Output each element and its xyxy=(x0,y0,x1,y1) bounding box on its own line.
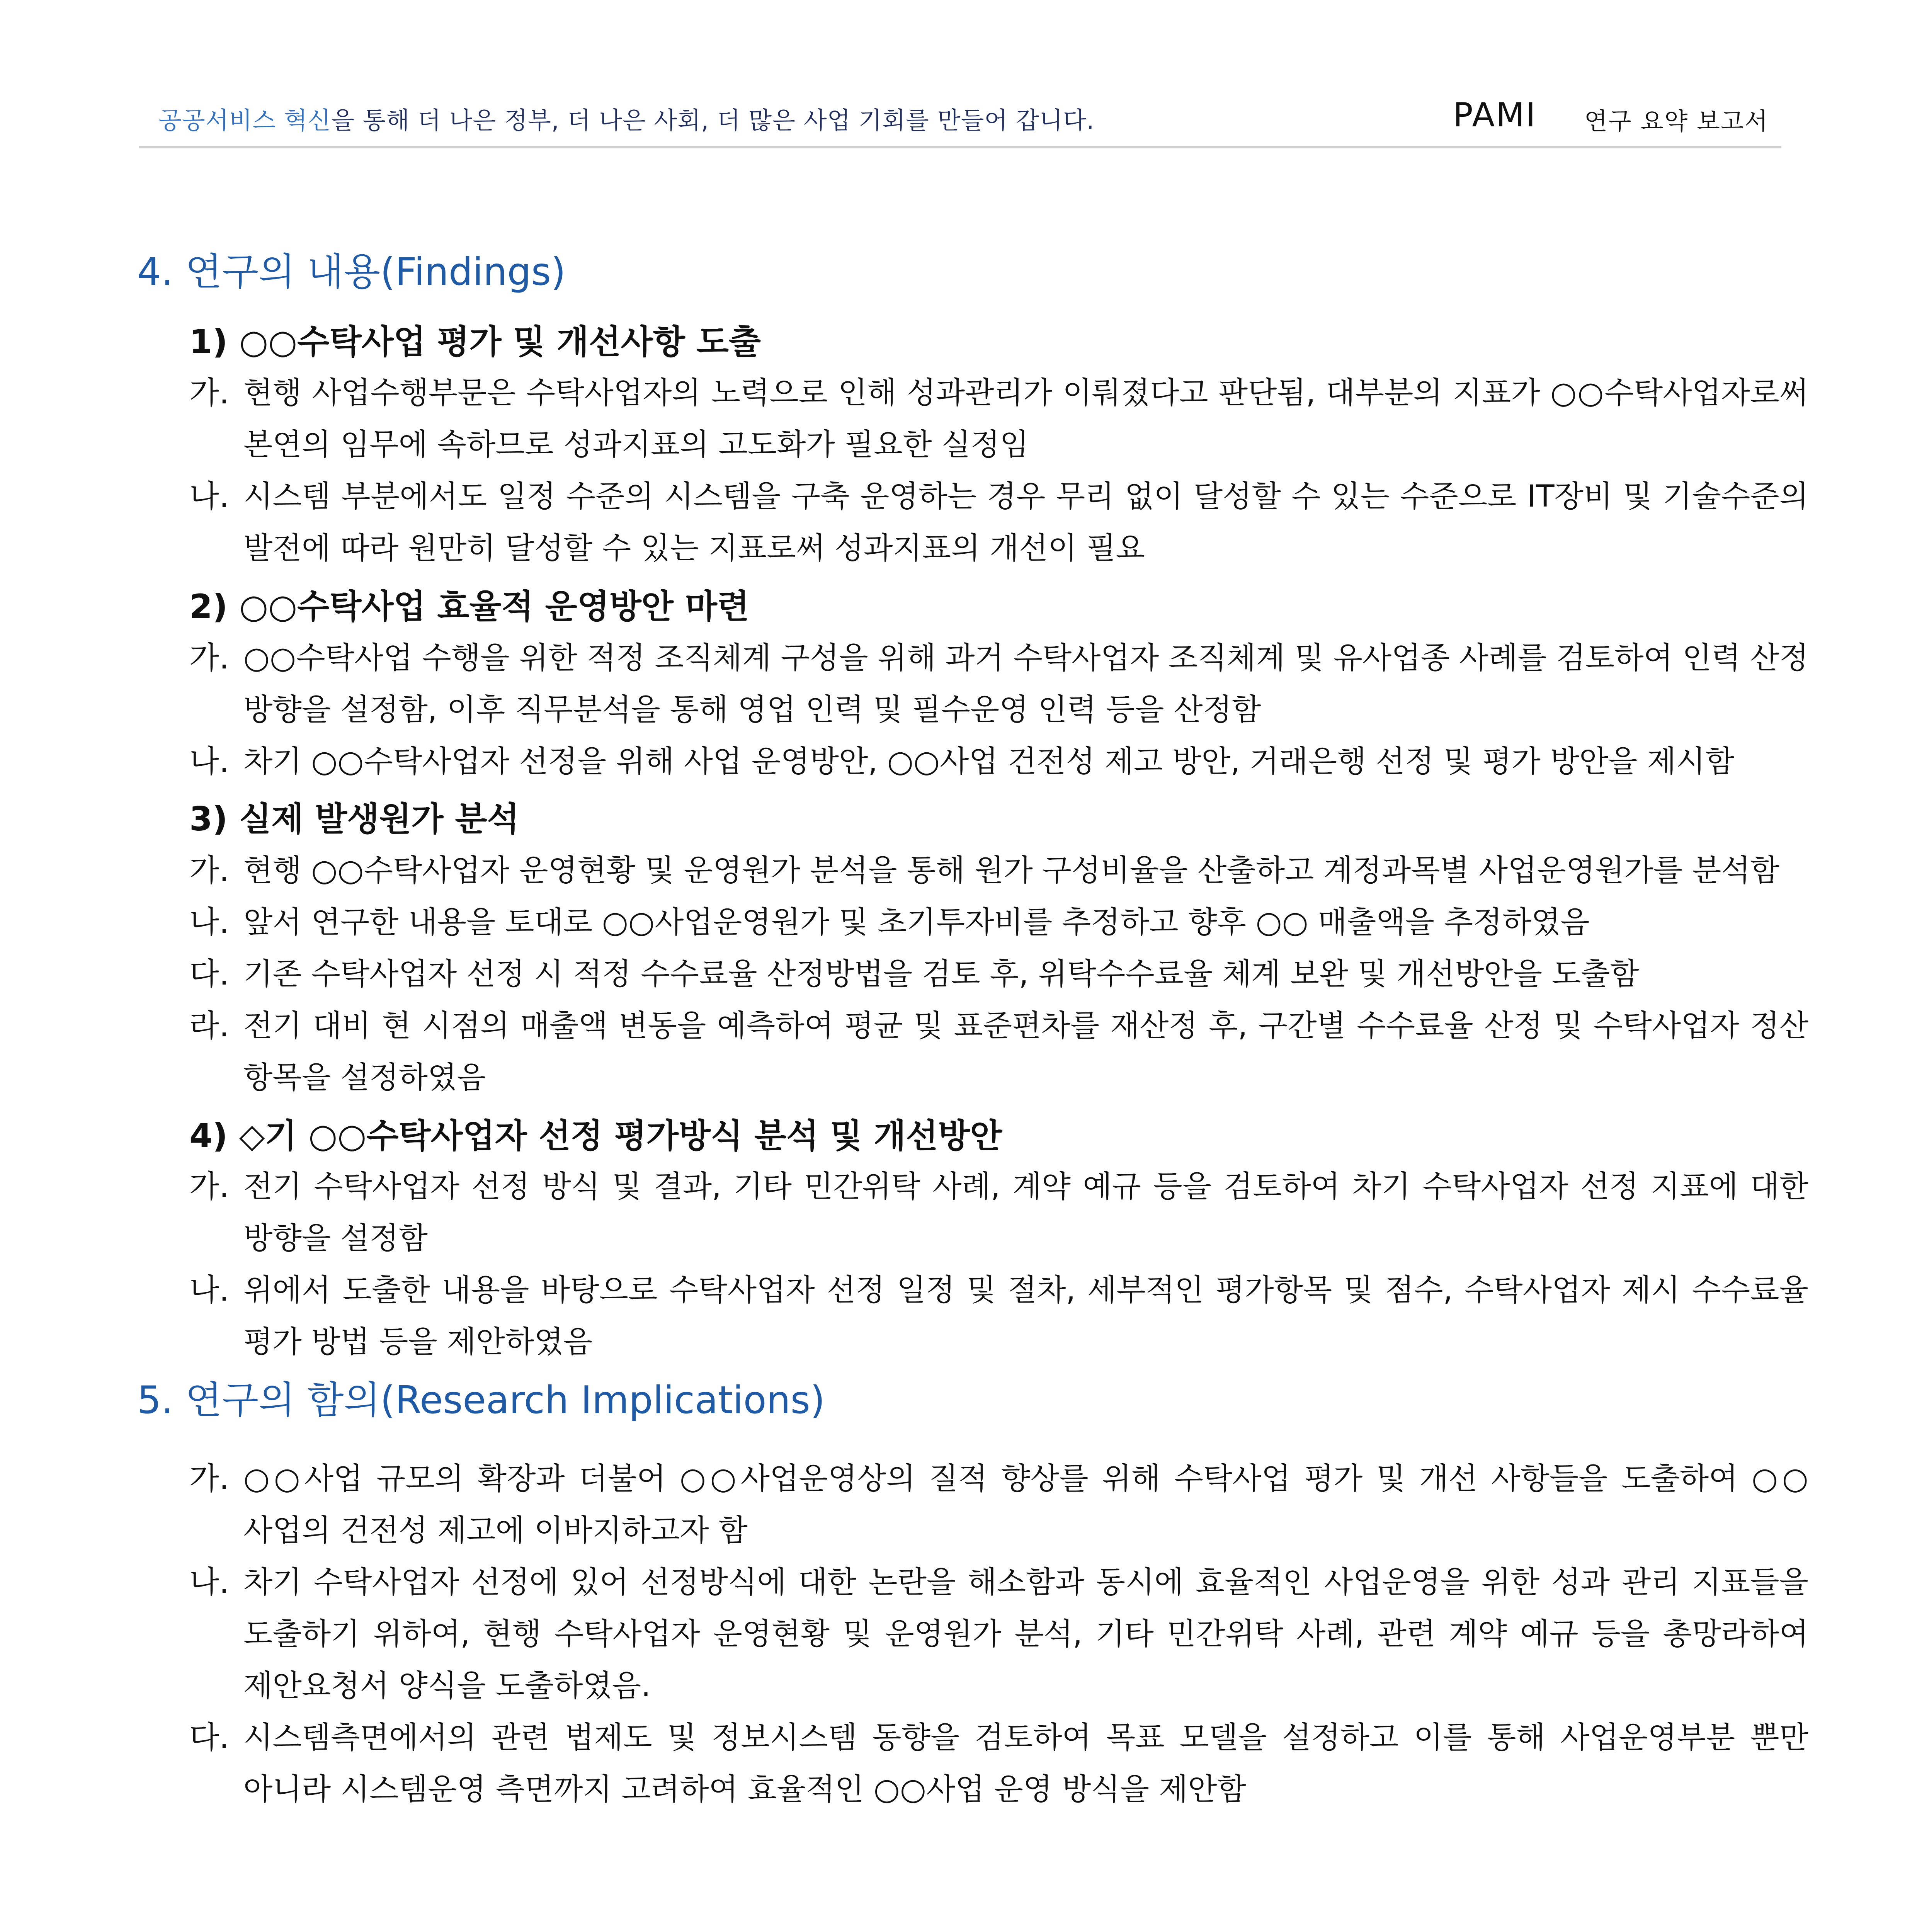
list-item-text: ○○사업 규모의 확장과 더불어 ○○사업운영상의 질적 향상를 위해 수탁사업 평가 및 개선 사항들을 도출하여 ○○사업의 건전성 제고에 이바지하고자 함 xyxy=(243,1461,1808,1548)
header-tagline-rest: 을 통해 더 나은 정부, 더 나은 사회, 더 많은 사업 기회를 만들어 갑니다. xyxy=(331,106,1095,134)
header-tagline-highlight: 공공서비스 혁신 xyxy=(158,106,331,134)
list-item-marker: 가. xyxy=(189,640,229,676)
list-item xyxy=(189,1161,1808,1264)
list-item-text: 앞서 연구한 내용을 토대로 ○○사업운영원가 및 초기투자비를 추정하고 향후 ○○ 매출액을 추정하였음 xyxy=(243,905,1590,940)
list-item-marker: 가. xyxy=(189,375,229,411)
list-item xyxy=(189,1000,1808,1104)
list-item-marker: 가. xyxy=(189,852,229,888)
list-item-text: 시스템 부분에서도 일정 수준의 시스템을 구축 운영하는 경우 무리 없이 달성할 수 있는 수준으로 IT장비 및 기술수준의 발전에 따라 원만히 달성할 수 있는 지표로써 성과지표의 개선이 필요 xyxy=(243,479,1808,566)
list-item-text: ○○수탁사업 수행을 위한 적정 조직체계 구성을 위해 과거 수탁사업자 조직체계 및 유사업종 사례를 검토하여 인력 산정 방향을 설정함, 이후 직무분석을 통해 영업 인력 및 필수운영 인력 등을 산정함 xyxy=(243,641,1808,727)
list-item-marker: 나. xyxy=(189,904,229,940)
list-item xyxy=(189,736,1808,787)
list-item-marker: 나. xyxy=(189,1564,229,1600)
findings-subsection-title: 3) 실제 발생원가 분석 xyxy=(189,800,519,838)
list-item-text: 차기 수탁사업자 선정에 있어 선정방식에 대한 논란을 해소함과 동시에 효율적인 사업운영을 위한 성과 관리 지표들을 도출하기 위하여, 현행 수탁사업자 운영현황 및 운영원가 분석, 기타 민간위탁 사례, 관련 계약 예규 등을 총망라하여 제안요청서 양식을 도출하였음. xyxy=(243,1565,1808,1703)
list-item-marker: 나. xyxy=(189,1272,229,1308)
header-tagline xyxy=(158,101,1094,136)
implications-title: 5. 연구의 함의(Research Implications) xyxy=(137,1378,825,1422)
list-item-marker: 가. xyxy=(189,1461,229,1497)
list-item-text: 현행 사업수행부문은 수탁사업자의 노력으로 인해 성과관리가 이뤄졌다고 판단됨, 대부분의 지표가 ○○수탁사업자로써 본연의 임무에 속하므로 성과지표의 고도화가 필요한 실정임 xyxy=(243,376,1808,462)
list-item-marker: 가. xyxy=(189,1168,229,1204)
list-item xyxy=(189,1264,1808,1368)
list-item-marker: 나. xyxy=(189,743,229,779)
list-item-text: 현행 ○○수탁사업자 운영현황 및 운영원가 분석을 통해 원가 구성비율을 산출하고 계정과목별 사업운영원가를 분석함 xyxy=(243,853,1780,888)
list-item xyxy=(189,1453,1808,1556)
list-item xyxy=(189,845,1808,896)
list-item-text: 전기 수탁사업자 선정 방식 및 결과, 기타 민간위탁 사례, 계약 예규 등을 검토하여 차기 수탁사업자 선정 지표에 대한 방향을 설정함 xyxy=(243,1169,1808,1256)
list-item-text: 기존 수탁사업자 선정 시 적정 수수료율 산정방법을 검토 후, 위탁수수료율 체계 보완 및 개선방안을 도출함 xyxy=(243,957,1639,992)
header-divider xyxy=(139,146,1781,148)
list-item-text: 위에서 도출한 내용을 바탕으로 수탁사업자 선정 일정 및 절차, 세부적인 평가항목 및 점수, 수탁사업자 제시 수수료율 평가 방법 등을 제안하였음 xyxy=(243,1273,1808,1359)
list-item-marker: 다. xyxy=(189,1719,229,1755)
list-item-marker: 다. xyxy=(189,956,229,992)
findings-subsection-title: 1) ○○수탁사업 평가 및 개선사항 도출 xyxy=(189,323,761,361)
list-item-text: 시스템측면에서의 관련 법제도 및 정보시스템 동향을 검토하여 목표 모델을 설정하고 이를 통해 사업운영부분 뿐만 아니라 시스템운영 측면까지 고려하여 효율적인 ○○사업 운영 방식을 제안함 xyxy=(243,1720,1808,1807)
list-item xyxy=(189,1556,1808,1712)
findings-subsection-title: 4) ◇기 ○○수탁사업자 선정 평가방식 분석 및 개선방안 xyxy=(189,1117,1002,1155)
list-item xyxy=(189,1712,1808,1815)
header-report-type: 연구 요약 보고서 xyxy=(1584,107,1769,135)
list-item-text: 전기 대비 현 시점의 매출액 변동을 예측하여 평균 및 표준편차를 재산정 후, 구간별 수수료율 산정 및 수탁사업자 정산 항목을 설정하였음 xyxy=(243,1009,1808,1095)
list-item-marker: 라. xyxy=(189,1008,229,1044)
findings-subsection-title: 2) ○○수탁사업 효율적 운영방안 마련 xyxy=(189,587,749,626)
list-item xyxy=(189,367,1808,471)
list-item xyxy=(189,948,1808,1000)
list-item-text: 차기 ○○수탁사업자 선정을 위해 사업 운영방안, ○○사업 건전성 제고 방안, 거래은행 선정 및 평가 방안을 제시함 xyxy=(243,744,1735,779)
header-brand: PAMI xyxy=(1453,96,1537,134)
list-item xyxy=(189,632,1808,736)
list-item xyxy=(189,896,1808,948)
list-item-marker: 나. xyxy=(189,478,229,514)
list-item xyxy=(189,471,1808,574)
findings-title: 4. 연구의 내용(Findings) xyxy=(137,250,566,294)
